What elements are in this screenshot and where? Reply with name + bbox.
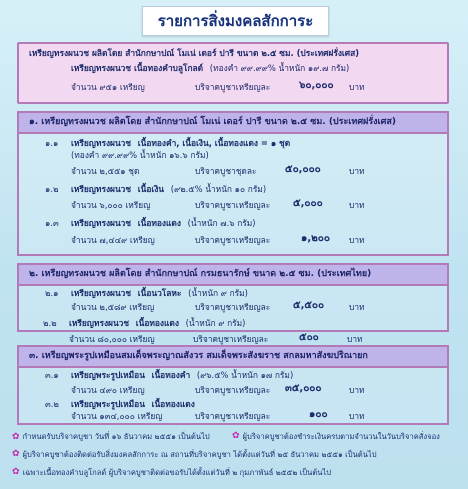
featured-price: ๖๐,๐๐๐: [299, 80, 334, 91]
note-3: [12, 449, 377, 461]
featured-unit: บาท: [349, 82, 365, 92]
featured-item-box: [17, 42, 449, 104]
item-3-1-unit: บาท: [349, 385, 365, 395]
item-1-3-number: ๑.๓: [45, 218, 59, 228]
item-2-2-spec: (น้ำหนัก ๙ กรัม): [185, 318, 246, 328]
item-1-1-spec: (ทองคำ ๙๙.๙๙% น้ำหนัก ๑๖.๖ กรัม): [71, 150, 209, 160]
featured-qty: จำนวน ๙๕๑ เหรียญ: [71, 82, 145, 92]
item-2-2-desc: เนื้อทองแดง: [135, 318, 179, 328]
flower-bullet-icon: ✿: [12, 449, 20, 459]
item-1-1-name: เหรียญทรงผนวช: [71, 138, 132, 148]
page-title: [142, 6, 329, 36]
item-1-3-desc: เนื้อทองแดง: [137, 218, 181, 228]
note-4-text: เฉพาะเนื้อทองคำบลูโกลด์ ผู้บริจาคบูชาติดต่อขอรับได้ตั้งแต่วันที่ ๒ กุมภาพันธ์ ๒๕๕๒ เป็นต้นไป: [22, 468, 332, 477]
item-1-3-unit: บาท: [349, 235, 365, 245]
featured-line-2: [71, 63, 349, 74]
featured-name: เหรียญทรงผนวช เนื้อทองคำบลูโกลด์: [71, 63, 204, 73]
item-1-2-donate: บริจาคบูชาเหรียญละ: [195, 200, 271, 210]
item-3-1-qty: จำนวน ๔๙๐ เหรียญ: [71, 385, 145, 395]
item-3-2-unit: บาท: [349, 411, 365, 421]
featured-donate-label: บริจาคบูชาเหรียญละ: [195, 82, 271, 92]
item-1-2-title: [71, 184, 266, 195]
note-2-text: ผู้บริจาคบูชาต้องชำระเงินครบตามจำนวนในวันบริจาคสั่งจอง: [242, 432, 440, 441]
item-3-1-spec: (๙๖.๕% น้ำหนัก ๑๗ กรัม): [196, 370, 294, 380]
item-1-1-donate: บริจาคบูชาชุดละ: [195, 166, 257, 176]
item-1-1-title: [71, 138, 290, 149]
item-3-1-desc: เนื้อทองคำ: [151, 370, 191, 380]
note-3-text: ผู้บริจาคบูชาต้องติดต่อรับสิ่งมงคลสักการะ ณ สถานที่บริจาคบูชา ได้ตั้งแต่วันที่ ๒๕ ธันวาคม ๒๕๕๑ เป็นต้นไป: [22, 450, 377, 459]
item-3-2-number: ๓.๒: [45, 399, 59, 409]
note-1: [12, 431, 210, 443]
item-2-1-qty: จำนวน ๒,๕๘๙ เหรียญ: [71, 302, 155, 312]
item-1-2-spec: (๙๒.๕% น้ำหนัก ๑๐ กรัม): [170, 184, 267, 194]
item-1-2-number: ๑.๒: [45, 184, 59, 194]
item-3-2-price: ๑๐๐: [309, 409, 328, 420]
flower-bullet-icon: ✿: [12, 432, 20, 442]
item-1-1-desc: เนื้อทองคำ, เนื้อเงิน, เนื้อทองแดง = ๑ ชุด: [137, 138, 291, 148]
item-2-2-donate: บริจาคบูชาเหรียญละ: [193, 334, 269, 344]
item-2-1-number: ๒.๑: [45, 288, 59, 298]
item-3-2-name: เหรียญพระรูปเหมือน: [71, 399, 145, 409]
item-1-3-donate: บริจาคบูชาเหรียญละ: [195, 235, 271, 245]
item-2-2-price: ๕๐๐: [299, 332, 319, 343]
note-1-text: กำหนดรับบริจาคบูชา วันที่ ๑๖ ธันวาคม ๒๕๕๑ เป็นต้นไป: [22, 432, 210, 441]
item-1-1-number: ๑.๑: [45, 138, 59, 148]
item-2-1-desc: เนื้อนวโลหะ: [137, 288, 182, 298]
section-3-header: ๓. เหรียญพระรูปเหมือนสมเด็จพระญาณสังวร สมเด็จพระสังฆราช สกลมหาสังฆปริณายก: [19, 347, 447, 368]
section-1: [17, 111, 449, 256]
featured-spec: (ทองคำ ๙๙.๙๙% น้ำหนัก ๑๙.๗ กรัม): [209, 63, 350, 73]
item-1-2-unit: บาท: [349, 200, 365, 210]
item-1-1-price: ๕๐,๐๐๐: [285, 164, 321, 175]
item-2-2-qty: จำนวน ๘๐,๐๐๐ เหรียญ: [69, 334, 155, 344]
section-1-header: ๑. เหรียญทรงผนวช ผลิตโดย สำนักกษาปณ์ โมเน่ เดอร์ ปารี ขนาด ๒.๕ ซม. (ประเทศฝรั่งเศส): [19, 113, 447, 134]
item-3-2-title: [71, 399, 195, 410]
item-2-1-name: เหรียญทรงผนวช: [71, 288, 132, 298]
note-4: [12, 467, 331, 479]
item-1-2-price: ๕,๐๐๐: [293, 198, 323, 209]
section-3: [17, 345, 449, 425]
item-3-1-name: เหรียญพระรูปเหมือน: [71, 370, 145, 380]
flower-bullet-icon: ✿: [232, 431, 240, 441]
item-1-3-qty: จำนวน ๗,๔๔๙ เหรียญ: [71, 235, 155, 245]
item-3-2-desc: เนื้อทองแดง: [151, 399, 195, 409]
note-2: [232, 431, 440, 443]
flower-bullet-icon: ✿: [12, 467, 20, 477]
item-2-1-price: ๕,๕๐๐: [293, 300, 325, 311]
item-1-2-qty: จำนวน ๖,๐๐๐ เหรียญ: [71, 200, 151, 210]
section-2-header: ๒. เหรียญทรงผนวช ผลิตโดย สำนักกษาปณ์ กรมธนารักษ์ ขนาด ๒.๕ ซม. (ประเทศไทย): [19, 265, 447, 286]
item-3-1-price: ๓๕,๐๐๐: [285, 383, 322, 394]
item-1-3-price: ๑,๒๐๐: [301, 233, 330, 244]
item-3-2-donate: บริจาคบูชาเหรียญละ: [195, 411, 271, 421]
item-1-3-title: [71, 218, 256, 229]
item-1-2-name: เหรียญทรงผนวช: [71, 184, 132, 194]
item-2-1-unit: บาท: [349, 302, 365, 312]
item-2-2-number: ๒.๒: [43, 318, 57, 328]
item-2-2-name: เหรียญทรงผนวช: [69, 318, 130, 328]
featured-line-1: เหรียญทรงผนวช ผลิตโดย สำนักกษาปณ์ โมเน่ เดอร์ ปารี ขนาด ๒.๕ ซม. (ประเทศฝรั่งเศส): [29, 48, 360, 58]
item-2-1-title: [71, 288, 248, 299]
item-1-2-desc: เนื้อเงิน: [137, 184, 165, 194]
item-1-3-name: เหรียญทรงผนวช: [71, 218, 132, 228]
item-1-3-spec: (น้ำหนัก ๗.๖ กรัม): [187, 218, 256, 228]
item-1-1-unit: บาท: [349, 166, 365, 176]
item-3-1-donate: บริจาคบูชาเหรียญละ: [195, 385, 271, 395]
item-2-1-spec: (น้ำหนัก ๙ กรัม): [188, 288, 248, 298]
item-2-2-unit: บาท: [347, 334, 363, 344]
item-2-1-donate: บริจาคบูชาเหรียญละ: [195, 302, 271, 312]
item-3-2-qty: จำนวน ๑๓๔,๐๐๐ เหรียญ: [71, 411, 163, 421]
item-3-1-title: [71, 370, 293, 381]
item-2-2-title: [69, 318, 245, 329]
page-title-text: รายการสิ่งมงคลสักการะ: [157, 12, 314, 30]
item-1-1-qty: จำนวน ๒,๕๕๑ ชุด: [71, 166, 140, 176]
item-3-1-number: ๓.๑: [45, 370, 59, 380]
